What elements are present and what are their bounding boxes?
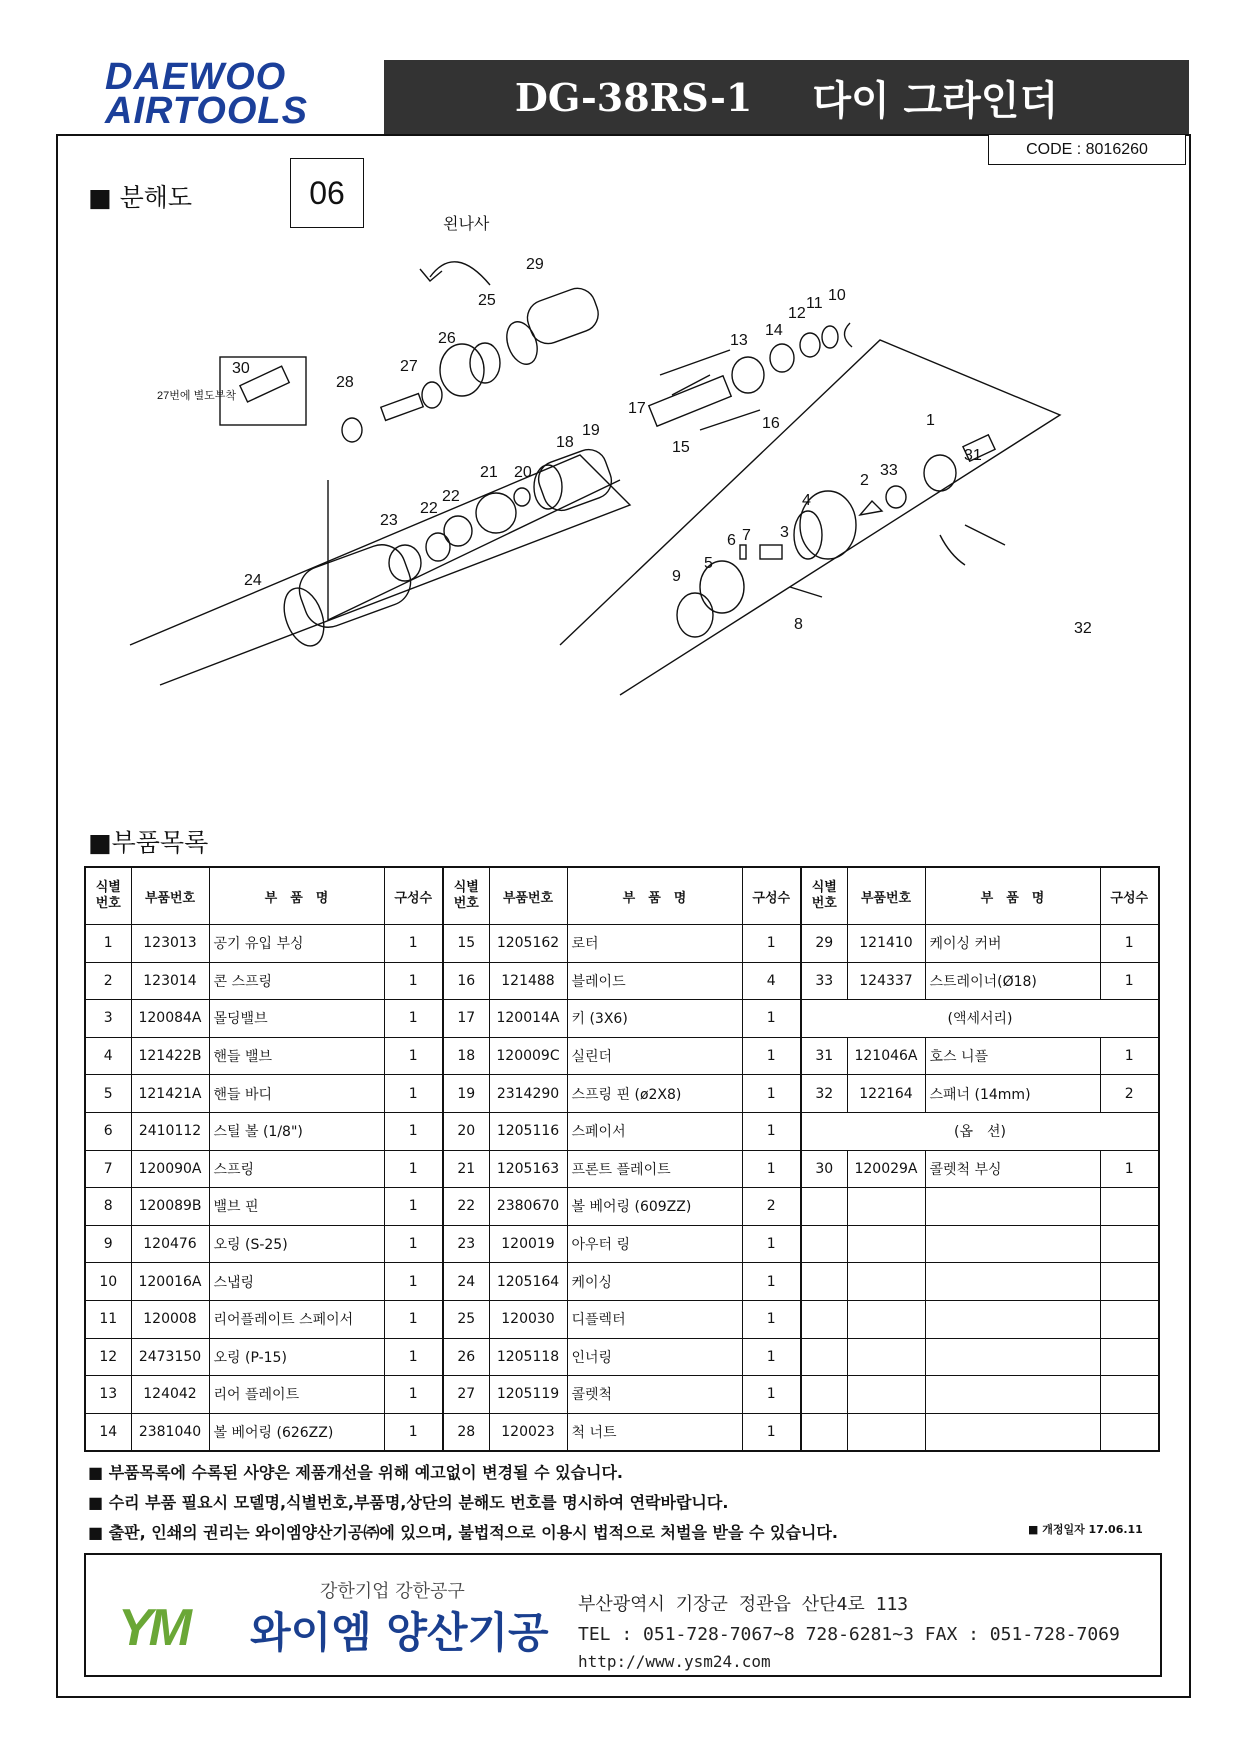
part-25-deflector <box>440 344 484 396</box>
part-name: 오링 (S-25) <box>209 1225 384 1263</box>
callout-25: 25 <box>478 292 496 309</box>
part-name: 스프링 핀 (ø2X8) <box>567 1075 742 1113</box>
part-21-front-plate <box>476 493 516 533</box>
part-qty: 1 <box>384 962 443 1000</box>
part-id: 25 <box>443 1300 489 1338</box>
part-id: 20 <box>443 1112 489 1150</box>
part-name: 볼 베어링 (626ZZ) <box>209 1413 384 1451</box>
callout-19: 19 <box>582 422 600 439</box>
callout-15: 15 <box>672 439 690 456</box>
part-id: 24 <box>443 1263 489 1301</box>
part-qty: 1 <box>384 1300 443 1338</box>
part-number: 2380670 <box>489 1188 567 1226</box>
part-id: 9 <box>85 1225 131 1263</box>
part-id: 6 <box>85 1112 131 1150</box>
callout-28: 28 <box>336 374 354 391</box>
header-name: 부 품 명 <box>925 867 1100 925</box>
part-11-spacer <box>822 326 838 348</box>
part-id: 31 <box>801 1037 847 1075</box>
part-number: 120008 <box>131 1300 209 1338</box>
part-id: 19 <box>443 1075 489 1113</box>
part-number: 123014 <box>131 962 209 1000</box>
part-name: 콘 스프링 <box>209 962 384 1000</box>
part-id: 13 <box>85 1376 131 1414</box>
part-number: 121421A <box>131 1075 209 1113</box>
part-number: 120023 <box>489 1413 567 1451</box>
part-id: 16 <box>443 962 489 1000</box>
part-number: 1205119 <box>489 1376 567 1414</box>
callout-31: 31 <box>964 447 982 464</box>
part-id: 27 <box>443 1376 489 1414</box>
callout-23: 23 <box>380 512 398 529</box>
company-website: http://www.ysm24.com <box>578 1652 771 1671</box>
part-name: 디플렉터 <box>567 1300 742 1338</box>
part-qty: 1 <box>742 1225 801 1263</box>
header-qty: 구성수 <box>742 867 801 925</box>
part-qty <box>1100 1188 1159 1226</box>
part-qty: 1 <box>742 1000 801 1038</box>
table-row <box>85 1112 1159 1150</box>
part-number: 1205164 <box>489 1263 567 1301</box>
callout-22b: 22 <box>442 488 460 505</box>
callout-18: 18 <box>556 434 574 451</box>
table-row <box>85 925 1159 963</box>
rotation-label: 왼나사 <box>443 216 490 233</box>
part-number: 121410 <box>847 925 925 963</box>
part-id <box>801 1225 847 1263</box>
part-number: 123013 <box>131 925 209 963</box>
callout-12: 12 <box>788 305 806 322</box>
part-id <box>801 1413 847 1451</box>
callout-5: 5 <box>704 555 713 572</box>
part-id: 8 <box>85 1188 131 1226</box>
title-bar <box>384 60 1189 134</box>
part-number: 1205116 <box>489 1112 567 1150</box>
part-name <box>925 1413 1100 1451</box>
callout-20: 20 <box>514 464 532 481</box>
callout-1: 1 <box>926 412 935 429</box>
note-3: ■ 출판, 인쇄의 권리는 와이엠양산기공㈜에 있으며, 불법적으로 이용시 법적으로 처벌을 받을 수 있습니다. <box>88 1523 838 1542</box>
part-qty <box>1100 1413 1159 1451</box>
part-qty: 1 <box>384 1037 443 1075</box>
table-row <box>85 1188 1159 1226</box>
lower-guide-line <box>560 340 1060 695</box>
product-code: CODE : 8016260 <box>988 134 1186 165</box>
part-name: 밸브 핀 <box>209 1188 384 1226</box>
part-name: 프론트 플레이트 <box>567 1150 742 1188</box>
company-name: 와이엠 양산기공 <box>250 1608 549 1657</box>
part-name: 케이싱 <box>567 1263 742 1301</box>
part-id <box>801 1300 847 1338</box>
callout-17: 17 <box>628 400 646 417</box>
part-name: 콜렛척 <box>567 1376 742 1414</box>
part-number: 2381040 <box>131 1413 209 1451</box>
section-label: (액세서리) <box>801 1000 1159 1038</box>
part-name: 볼 베어링 (609ZZ) <box>567 1188 742 1226</box>
part-1-air-inlet-bushing <box>924 455 956 491</box>
part-name: 인너링 <box>567 1338 742 1376</box>
part-number: 120084A <box>131 1000 209 1038</box>
part-id <box>801 1263 847 1301</box>
part-27-collet <box>381 394 423 421</box>
part-number <box>847 1376 925 1414</box>
part-9-o-ring <box>677 593 713 637</box>
header-qty: 구성수 <box>384 867 443 925</box>
callout-13: 13 <box>730 332 748 349</box>
callout-22a: 22 <box>420 500 438 517</box>
callout-9: 9 <box>672 568 681 585</box>
part-name: 핸들 밸브 <box>209 1037 384 1075</box>
callout-26: 26 <box>438 330 456 347</box>
part-id: 26 <box>443 1338 489 1376</box>
part-name: 공기 유입 부싱 <box>209 925 384 963</box>
callout-10: 10 <box>828 287 846 304</box>
part-2-cone-spring <box>860 501 882 515</box>
part-3-molding-valve <box>760 545 782 559</box>
part-name <box>925 1376 1100 1414</box>
part-name: 스틸 볼 (1/8") <box>209 1112 384 1150</box>
callout-2: 2 <box>860 472 869 489</box>
part-qty: 1 <box>384 1338 443 1376</box>
part-qty: 1 <box>384 1000 443 1038</box>
callout-6: 6 <box>727 532 736 549</box>
part-name: 몰딩밸브 <box>209 1000 384 1038</box>
part-id: 21 <box>443 1150 489 1188</box>
part-qty <box>1100 1338 1159 1376</box>
callout-7: 7 <box>742 527 751 544</box>
part-qty: 1 <box>384 925 443 963</box>
part-id: 15 <box>443 925 489 963</box>
part-id: 28 <box>443 1413 489 1451</box>
part-name: 로터 <box>567 925 742 963</box>
part-name: 핸들 바디 <box>209 1075 384 1113</box>
callout-16: 16 <box>762 415 780 432</box>
callout-30: 30 <box>232 360 250 377</box>
part-qty: 1 <box>742 1150 801 1188</box>
callout-11: 11 <box>806 295 823 312</box>
part-id: 18 <box>443 1037 489 1075</box>
part-number: 120009C <box>489 1037 567 1075</box>
part-18-cylinder <box>534 445 617 516</box>
header-part-no: 부품번호 <box>489 867 567 925</box>
part-qty: 1 <box>742 1263 801 1301</box>
table-row <box>85 1000 1159 1038</box>
part-number: 1205118 <box>489 1338 567 1376</box>
part-id: 32 <box>801 1075 847 1113</box>
part-id: 1 <box>85 925 131 963</box>
part-name: 척 너트 <box>567 1413 742 1451</box>
part-number: 1205162 <box>489 925 567 963</box>
part-qty: 1 <box>384 1225 443 1263</box>
part-qty: 1 <box>1100 1150 1159 1188</box>
part-number: 124337 <box>847 962 925 1000</box>
callout-24: 24 <box>244 572 262 589</box>
part-qty: 1 <box>1100 925 1159 963</box>
part-qty: 1 <box>742 1037 801 1075</box>
part-id: 12 <box>85 1338 131 1376</box>
callout-21: 21 <box>480 464 498 481</box>
ym-logo <box>118 1598 188 1658</box>
table-row <box>85 1150 1159 1188</box>
callout-3: 3 <box>780 524 789 541</box>
part-id <box>801 1376 847 1414</box>
part-qty: 1 <box>742 1300 801 1338</box>
product-name: 다이 그라인더 <box>812 77 1059 124</box>
part-name: 스페이서 <box>567 1112 742 1150</box>
table-row <box>85 962 1159 1000</box>
model-number: DG-38RS-1 <box>514 74 753 120</box>
callout-4: 4 <box>802 492 811 509</box>
part-number: 120016A <box>131 1263 209 1301</box>
part-14-ball-bearing <box>770 344 794 372</box>
part-10-snap-ring <box>844 323 852 347</box>
part-name: 케이싱 커버 <box>925 925 1100 963</box>
table-row <box>85 1225 1159 1263</box>
parts-table <box>84 866 1160 1452</box>
part-number <box>847 1188 925 1226</box>
section-label: (옵 션) <box>801 1112 1159 1150</box>
header-name: 부 품 명 <box>209 867 384 925</box>
part-name: 콜렛척 부싱 <box>925 1150 1100 1188</box>
part-number: 121422B <box>131 1037 209 1075</box>
part-number: 122164 <box>847 1075 925 1113</box>
daewoo-airtools-logo <box>105 56 345 132</box>
middle-guide-line <box>130 455 630 685</box>
table-row <box>85 1376 1159 1414</box>
part-name <box>925 1338 1100 1376</box>
header-name: 부 품 명 <box>567 867 742 925</box>
collet-side-note: 27번에 별도부착 <box>157 390 237 402</box>
part-qty: 1 <box>742 1338 801 1376</box>
part-qty: 1 <box>742 1075 801 1113</box>
part-number: 120030 <box>489 1300 567 1338</box>
part-32-spanner <box>940 525 1005 565</box>
upper-guide-line <box>328 480 620 620</box>
table-row <box>85 1075 1159 1113</box>
part-qty: 1 <box>384 1112 443 1150</box>
logo-line1: DAEWOO <box>105 56 287 98</box>
part-id: 10 <box>85 1263 131 1301</box>
part-name: 스트레이너(Ø18) <box>925 962 1100 1000</box>
part-15-rotor <box>649 376 731 426</box>
part-number: 120089B <box>131 1188 209 1226</box>
part-number: 2410112 <box>131 1112 209 1150</box>
part-26-inner-ring <box>422 382 442 408</box>
exploded-diagram <box>60 216 1180 815</box>
part-qty: 2 <box>742 1188 801 1226</box>
part-name: 실린더 <box>567 1037 742 1075</box>
company-tagline: 강한기업 강한공구 <box>320 1581 465 1602</box>
part-name: 블레이드 <box>567 962 742 1000</box>
part-16-blade <box>660 350 730 375</box>
part-name: 오링 (P-15) <box>209 1338 384 1376</box>
note-1: ■ 부품목록에 수록된 사양은 제품개선을 위해 예고없이 변경될 수 있습니다. <box>88 1463 624 1482</box>
part-qty: 1 <box>742 925 801 963</box>
part-number: 120090A <box>131 1150 209 1188</box>
part-id: 2 <box>85 962 131 1000</box>
part-number: 120014A <box>489 1000 567 1038</box>
part-qty: 1 <box>384 1376 443 1414</box>
part-33-strainer <box>886 486 906 508</box>
part-name: 스프링 <box>209 1150 384 1188</box>
part-8-valve-pin <box>790 587 822 597</box>
part-number <box>847 1338 925 1376</box>
part-number <box>847 1413 925 1451</box>
revision-date: ■ 개정일자 17.06.11 <box>1028 1523 1143 1536</box>
part-name: 키 (3X6) <box>567 1000 742 1038</box>
part-name <box>925 1188 1100 1226</box>
table-row <box>85 1300 1159 1338</box>
company-phone: TEL : 051-728-7067~8 728-6281~3 FAX : 051-728-7069 <box>578 1624 1120 1645</box>
part-qty: 1 <box>384 1150 443 1188</box>
part-qty: 4 <box>742 962 801 1000</box>
callout-29: 29 <box>526 256 544 273</box>
part-13-rear-plate <box>732 357 764 393</box>
part-qty: 1 <box>384 1188 443 1226</box>
part-7-spring <box>740 545 746 559</box>
header-part-no: 부품번호 <box>131 867 209 925</box>
parts-table-header <box>85 867 1159 925</box>
part-id: 7 <box>85 1150 131 1188</box>
part-id: 4 <box>85 1037 131 1075</box>
table-row <box>85 1037 1159 1075</box>
callout-14: 14 <box>765 322 783 339</box>
part-id: 33 <box>801 962 847 1000</box>
part-qty: 1 <box>742 1376 801 1414</box>
part-name: 호스 니플 <box>925 1037 1100 1075</box>
part-name <box>925 1300 1100 1338</box>
table-row <box>85 1338 1159 1376</box>
part-name: 아우터 링 <box>567 1225 742 1263</box>
part-qty <box>1100 1300 1159 1338</box>
part-number: 2314290 <box>489 1075 567 1113</box>
part-id: 14 <box>85 1413 131 1451</box>
part-id <box>801 1188 847 1226</box>
part-number: 120019 <box>489 1225 567 1263</box>
header-id: 식별 번호 <box>443 867 489 925</box>
part-12-o-ring <box>800 333 820 357</box>
header-id: 식별 번호 <box>801 867 847 925</box>
part-id: 29 <box>801 925 847 963</box>
part-number: 121488 <box>489 962 567 1000</box>
part-number: 124042 <box>131 1376 209 1414</box>
part-22-ball-bearing <box>444 516 472 546</box>
exploded-view-heading: ■ 분해도 <box>88 183 193 212</box>
part-name <box>925 1225 1100 1263</box>
part-qty <box>1100 1225 1159 1263</box>
part-name: 스패너 (14mm) <box>925 1075 1100 1113</box>
part-id: 17 <box>443 1000 489 1038</box>
part-name: 리어 플레이트 <box>209 1376 384 1414</box>
company-address: 부산광역시 기장군 정관읍 산단4로 113 <box>578 1594 909 1615</box>
table-row <box>85 1413 1159 1451</box>
part-29-casing-cover <box>501 283 603 368</box>
diagram-page-number: 06 <box>290 158 364 228</box>
part-id <box>801 1338 847 1376</box>
part-id: 5 <box>85 1075 131 1113</box>
header-id: 식별 번호 <box>85 867 131 925</box>
part-id: 3 <box>85 1000 131 1038</box>
part-id: 22 <box>443 1188 489 1226</box>
part-id: 11 <box>85 1300 131 1338</box>
part-qty: 1 <box>742 1112 801 1150</box>
part-id: 23 <box>443 1225 489 1263</box>
part-name: 리어플레이트 스페이서 <box>209 1300 384 1338</box>
logo-line2: AIRTOOLS <box>105 90 308 132</box>
ym-logo-text: YM <box>118 1599 188 1657</box>
part-qty <box>1100 1263 1159 1301</box>
part-qty: 1 <box>1100 1037 1159 1075</box>
part-qty: 1 <box>384 1413 443 1451</box>
callout-32: 32 <box>1074 620 1092 637</box>
callout-8: 8 <box>794 616 803 633</box>
part-id: 30 <box>801 1150 847 1188</box>
part-28-chuck-nut <box>342 418 362 442</box>
part-qty: 1 <box>384 1263 443 1301</box>
part-qty: 1 <box>384 1075 443 1113</box>
part-number <box>847 1225 925 1263</box>
header-qty: 구성수 <box>1100 867 1159 925</box>
note-2: ■ 수리 부품 필요시 모델명,식별번호,부품명,상단의 분해도 번호를 명시하여 연락바랍니다. <box>88 1493 729 1512</box>
header-part-no: 부품번호 <box>847 867 925 925</box>
table-row <box>85 1263 1159 1301</box>
part-name <box>925 1263 1100 1301</box>
part-qty: 1 <box>742 1413 801 1451</box>
part-number: 2473150 <box>131 1338 209 1376</box>
callout-27: 27 <box>400 358 418 375</box>
part-20-spacer <box>514 488 530 506</box>
part-qty: 2 <box>1100 1075 1159 1113</box>
part-number: 1205163 <box>489 1150 567 1188</box>
part-qty: 1 <box>1100 962 1159 1000</box>
parts-list-heading: ■부품목록 <box>88 828 209 857</box>
callout-33: 33 <box>880 462 898 479</box>
part-number: 120476 <box>131 1225 209 1263</box>
part-name: 스냅링 <box>209 1263 384 1301</box>
part-number: 120029A <box>847 1150 925 1188</box>
part-number: 121046A <box>847 1037 925 1075</box>
part-number <box>847 1300 925 1338</box>
part-qty <box>1100 1376 1159 1414</box>
part-number <box>847 1263 925 1301</box>
